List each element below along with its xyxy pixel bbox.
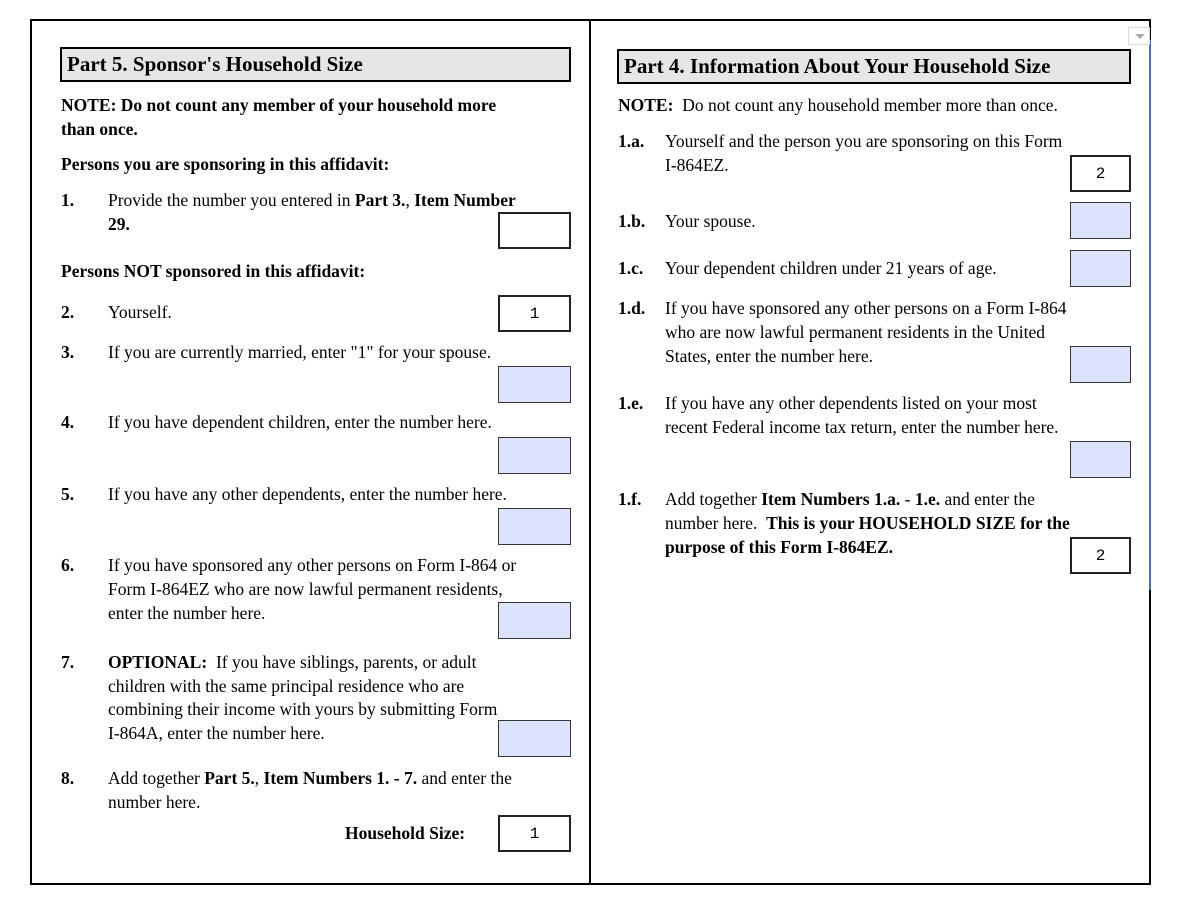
item7-line4: I-864A, enter the number here. bbox=[108, 723, 325, 743]
item1b-input[interactable] bbox=[1070, 202, 1131, 239]
right-edge-line bbox=[1149, 40, 1151, 590]
not-sponsored-heading: Persons NOT sponsored in this affidavit: bbox=[61, 261, 366, 281]
part4-note: NOTE: Do not count any household member more than once. bbox=[618, 95, 1058, 115]
item1e-number: 1.e. bbox=[618, 393, 644, 413]
item3-text: If you are currently married, enter "1" for your spouse. bbox=[108, 342, 492, 362]
item4-number: 4. bbox=[61, 412, 75, 432]
item1d-line3: States, enter the number here. bbox=[665, 346, 873, 366]
item7-number: 7. bbox=[61, 652, 75, 672]
item7-line1: OPTIONAL: If you have siblings, parents, or adult bbox=[108, 652, 477, 672]
item5-input[interactable] bbox=[498, 508, 571, 545]
item7-input[interactable] bbox=[498, 720, 571, 757]
item4-text: If you have dependent children, enter the number here. bbox=[108, 412, 492, 432]
item1b-text: Your spouse. bbox=[665, 211, 756, 231]
item2-text: Yourself. bbox=[108, 302, 172, 322]
scroll-down-arrow-icon[interactable] bbox=[1128, 27, 1150, 45]
item1f-input[interactable]: 2 bbox=[1070, 537, 1131, 574]
item1-input[interactable] bbox=[498, 212, 571, 249]
item8-number: 8. bbox=[61, 768, 75, 788]
item5-number: 5. bbox=[61, 484, 75, 504]
item1c-input[interactable] bbox=[1070, 250, 1131, 287]
item3-input[interactable] bbox=[498, 366, 571, 403]
item1e-line2: recent Federal income tax return, enter the number here. bbox=[665, 417, 1059, 437]
item1b-number: 1.b. bbox=[618, 211, 646, 231]
item1a-number: 1.a. bbox=[618, 131, 645, 151]
item1a-line2: I-864EZ. bbox=[665, 155, 729, 175]
item2-number: 2. bbox=[61, 302, 75, 322]
sponsoring-heading: Persons you are sponsoring in this affidavit: bbox=[61, 154, 390, 174]
item6-number: 6. bbox=[61, 555, 75, 575]
column-divider bbox=[589, 19, 591, 885]
item1d-number: 1.d. bbox=[618, 298, 646, 318]
item7-line2: children with the same principal residence who are bbox=[108, 676, 465, 696]
item1e-line1: If you have any other dependents listed on your most bbox=[665, 393, 1037, 413]
item1a-line1: Yourself and the person you are sponsoring on this Form bbox=[665, 131, 1063, 151]
item3-number: 3. bbox=[61, 342, 75, 362]
item6-line3: enter the number here. bbox=[108, 603, 266, 623]
item1a-input[interactable]: 2 bbox=[1070, 155, 1131, 192]
item5-text: If you have any other dependents, enter the number here. bbox=[108, 484, 507, 504]
item4-input[interactable] bbox=[498, 437, 571, 474]
item7-line3: combining their income with yours by submitting Form bbox=[108, 699, 498, 719]
part5-note-line2: than once. bbox=[61, 119, 138, 139]
item6-line2: Form I-864EZ who are now lawful permanent residents, bbox=[108, 579, 503, 599]
part4-header: Part 4. Information About Your Household Size bbox=[617, 49, 1131, 84]
item1-number: 1. bbox=[61, 190, 75, 210]
item1e-input[interactable] bbox=[1070, 441, 1131, 478]
item1f-line3: purpose of this Form I-864EZ. bbox=[665, 537, 893, 557]
household-size-input[interactable]: 1 bbox=[498, 815, 571, 852]
part5-header: Part 5. Sponsor's Household Size bbox=[60, 47, 571, 82]
item1c-number: 1.c. bbox=[618, 258, 644, 278]
item1f-line2: number here. This is your HOUSEHOLD SIZE for the bbox=[665, 513, 1070, 533]
item8-line2: number here. bbox=[108, 792, 201, 812]
item1d-line1: If you have sponsored any other persons on a Form I-864 bbox=[665, 298, 1067, 318]
part5-note-line1: NOTE: Do not count any member of your household more bbox=[61, 95, 497, 115]
item1d-line2: who are now lawful permanent residents in the United bbox=[665, 322, 1046, 342]
item1-line1: Provide the number you entered in Part 3., Item Number bbox=[108, 190, 516, 210]
item6-line1: If you have sponsored any other persons on Form I-864 or bbox=[108, 555, 517, 575]
item1d-input[interactable] bbox=[1070, 346, 1131, 383]
item1-line2: 29. bbox=[108, 214, 130, 234]
item1c-text: Your dependent children under 21 years of age. bbox=[665, 258, 997, 278]
item1f-line1: Add together Item Numbers 1.a. - 1.e. and enter the bbox=[665, 489, 1035, 509]
item8-line1: Add together Part 5., Item Numbers 1. - 7. and enter the bbox=[108, 768, 512, 788]
item2-input[interactable]: 1 bbox=[498, 295, 571, 332]
item1f-number: 1.f. bbox=[618, 489, 642, 509]
household-size-label: Household Size: bbox=[345, 823, 466, 843]
item6-input[interactable] bbox=[498, 602, 571, 639]
